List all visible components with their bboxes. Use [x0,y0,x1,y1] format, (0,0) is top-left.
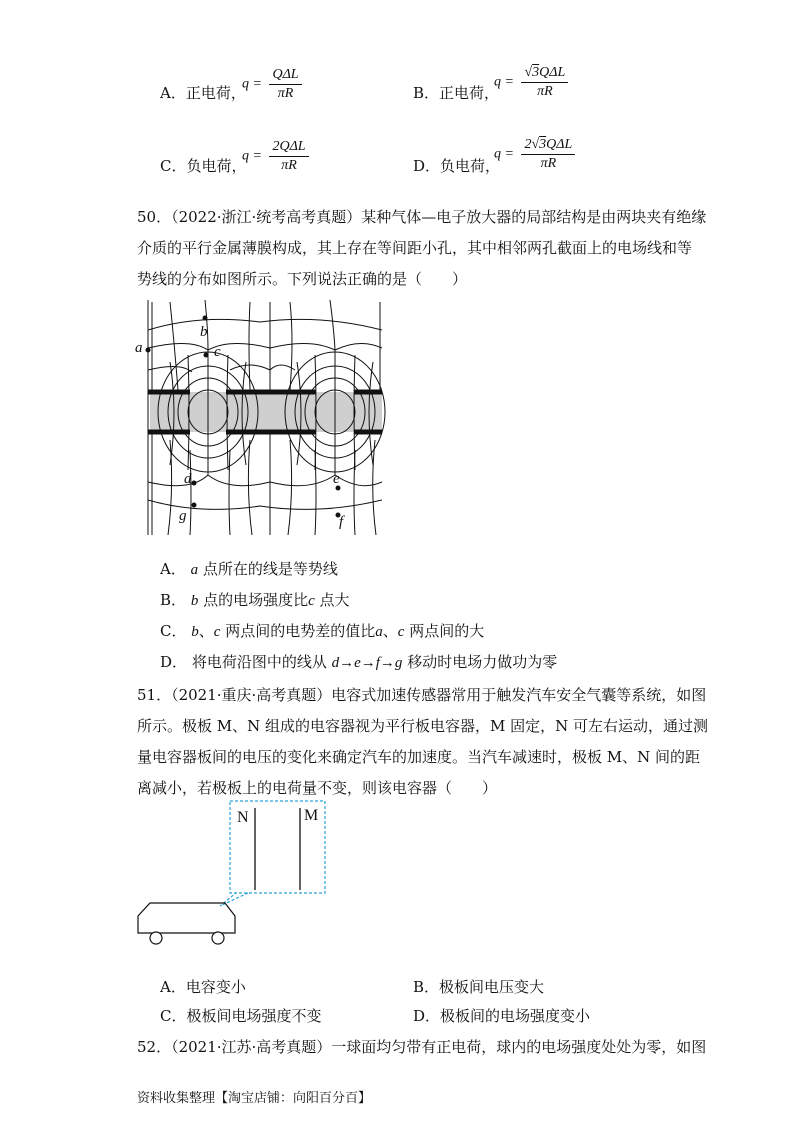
option-text: 极板间的电场强度变小 [440,1007,591,1025]
label-f: f [339,514,344,530]
fraction-numerator [521,64,568,83]
option-text: 正电荷， [439,84,500,102]
q51-line-1: 51．（2021·重庆·高考真题）电容式加速传感器常用于触发汽车安全气囊等系统，如图 [137,686,707,704]
path-sequence: d→e→f→g [331,655,403,671]
label-e: e [333,471,340,487]
q51-capacitor-figure [130,798,340,948]
option-text: 负电荷， [440,157,501,175]
formula-lhs: q = [494,146,514,162]
label-a: a [135,340,143,356]
option-letter: A． [160,978,186,996]
option-text: 极板间电场强度不变 [186,1007,322,1025]
formula-lhs: q = [242,148,262,164]
q52-line-1: 52．（2021·江苏·高考真题）一球面均匀带有正电荷，球内的电场强度处处为零，如图 [137,1038,707,1056]
fraction-denominator: πR [537,84,553,99]
var-c: c [397,624,405,640]
fraction [269,66,301,103]
zoom-callout [220,893,248,906]
numerator-rest: QΔL [539,65,566,80]
option-text: 极板间电压变大 [439,978,545,996]
option-text: 将电荷沿图中的线从 [191,653,332,671]
option-letter: C． [160,157,187,175]
q51-option-c [160,1005,322,1026]
formula-lhs: q = [494,74,514,90]
car-wheel-rear [150,932,162,944]
q50-line-3: 势线的分布如图所示。下列说法正确的是（ ） [137,270,468,288]
fraction [521,136,575,173]
fraction-numerator: 2QΔL [269,138,308,157]
q51-option-a [160,976,246,997]
fraction-denominator: πR [540,156,557,171]
option-letter: D． [160,653,188,671]
formula-lhs: q = [242,76,262,92]
page-footer: 资料收集整理【淘宝店铺：向阳百分百】 [137,1091,372,1106]
sqrt-sign: √ [531,137,540,152]
option-text: 、 [198,622,214,640]
q50-option-d [160,651,557,672]
var-b: b [190,593,199,609]
option-letter: C． [160,622,187,640]
numerator-rest: QΔL [546,137,573,152]
label-c: c [214,344,221,360]
point-a [146,348,151,353]
option-letter: A． [160,84,186,102]
label-g: g [179,508,187,524]
point-b [203,316,208,321]
insulator-layer [150,392,382,432]
label-m: M [304,807,319,824]
point-d [192,481,197,486]
radicand: 3 [532,65,540,80]
q49-formula-c [242,138,309,175]
q50-option-b [160,589,350,610]
q51-line-4: 离减小，若极板上的电荷量不变，则该电容器（ ） [137,779,498,797]
q49-formula-d [494,136,575,173]
point-g [192,503,197,508]
q49-formula-b [494,64,568,101]
option-text: 正电荷， [185,84,246,102]
car-body [138,903,235,933]
option-text: 移动时电场力做功为零 [402,653,558,671]
option-text: 点大 [314,591,350,609]
label-b: b [200,324,208,340]
q50-option-c [160,620,484,641]
option-text: 点所在的线是等势线 [198,560,338,578]
option-letter: D． [413,1007,441,1025]
fraction-denominator: πR [277,86,294,101]
option-text: 点的电场强度比 [198,591,309,609]
car-wheel-front [212,932,224,944]
fraction [269,138,308,175]
q50-line-2: 介质的平行金属薄膜构成，其上存在等间距小孔，其中相邻两孔截面上的电场线和等 [137,239,693,257]
q51-line-2: 所示。极板 M、N 组成的电容器视为平行板电容器，M 固定，N 可左右运动，通过测 [137,717,709,735]
option-letter: C． [160,1007,187,1025]
label-d: d [184,471,192,487]
fraction [521,64,568,101]
q49-option-b [413,82,499,103]
var-a: a [375,624,383,640]
var-b: b [191,624,199,640]
q51-line-3: 量电容器板间的电压的变化来确定汽车的加速度。当汽车减速时，极板 M、N 间的距 [137,748,701,766]
option-letter: B． [160,591,187,609]
q49-option-c [160,155,247,176]
point-c [204,353,209,358]
option-letter: B． [413,978,440,996]
q50-field-figure [130,300,390,535]
radicand: 3 [539,137,547,152]
option-letter: A． [160,560,186,578]
q49-option-a [160,82,246,103]
q49-option-d [413,155,500,176]
q50-option-a [160,558,338,579]
var-c: c [213,624,221,640]
fraction-numerator [521,136,575,155]
option-letter: D． [413,157,441,175]
fraction-numerator: QΔL [269,66,301,85]
label-n: N [237,809,249,826]
option-text: 两点间的大 [404,622,485,640]
option-text: 两点间的电势差的值比 [220,622,376,640]
option-letter: B． [413,84,440,102]
q50-line-1: 50．（2022·浙江·统考高考真题）某种气体—电子放大器的局部结构是由两块夹有绝缘 [137,208,707,226]
option-text: 负电荷， [186,157,247,175]
var-a: a [190,562,199,578]
fraction-denominator: πR [281,158,297,173]
option-text: 电容变小 [185,978,246,996]
q51-option-d [413,1005,590,1026]
sqrt-sign: √ [524,65,533,80]
q51-option-b [413,976,544,997]
q49-formula-a [242,66,302,103]
var-c: c [308,593,315,609]
coefficient: 2 [524,137,532,152]
option-text: 、 [382,622,398,640]
